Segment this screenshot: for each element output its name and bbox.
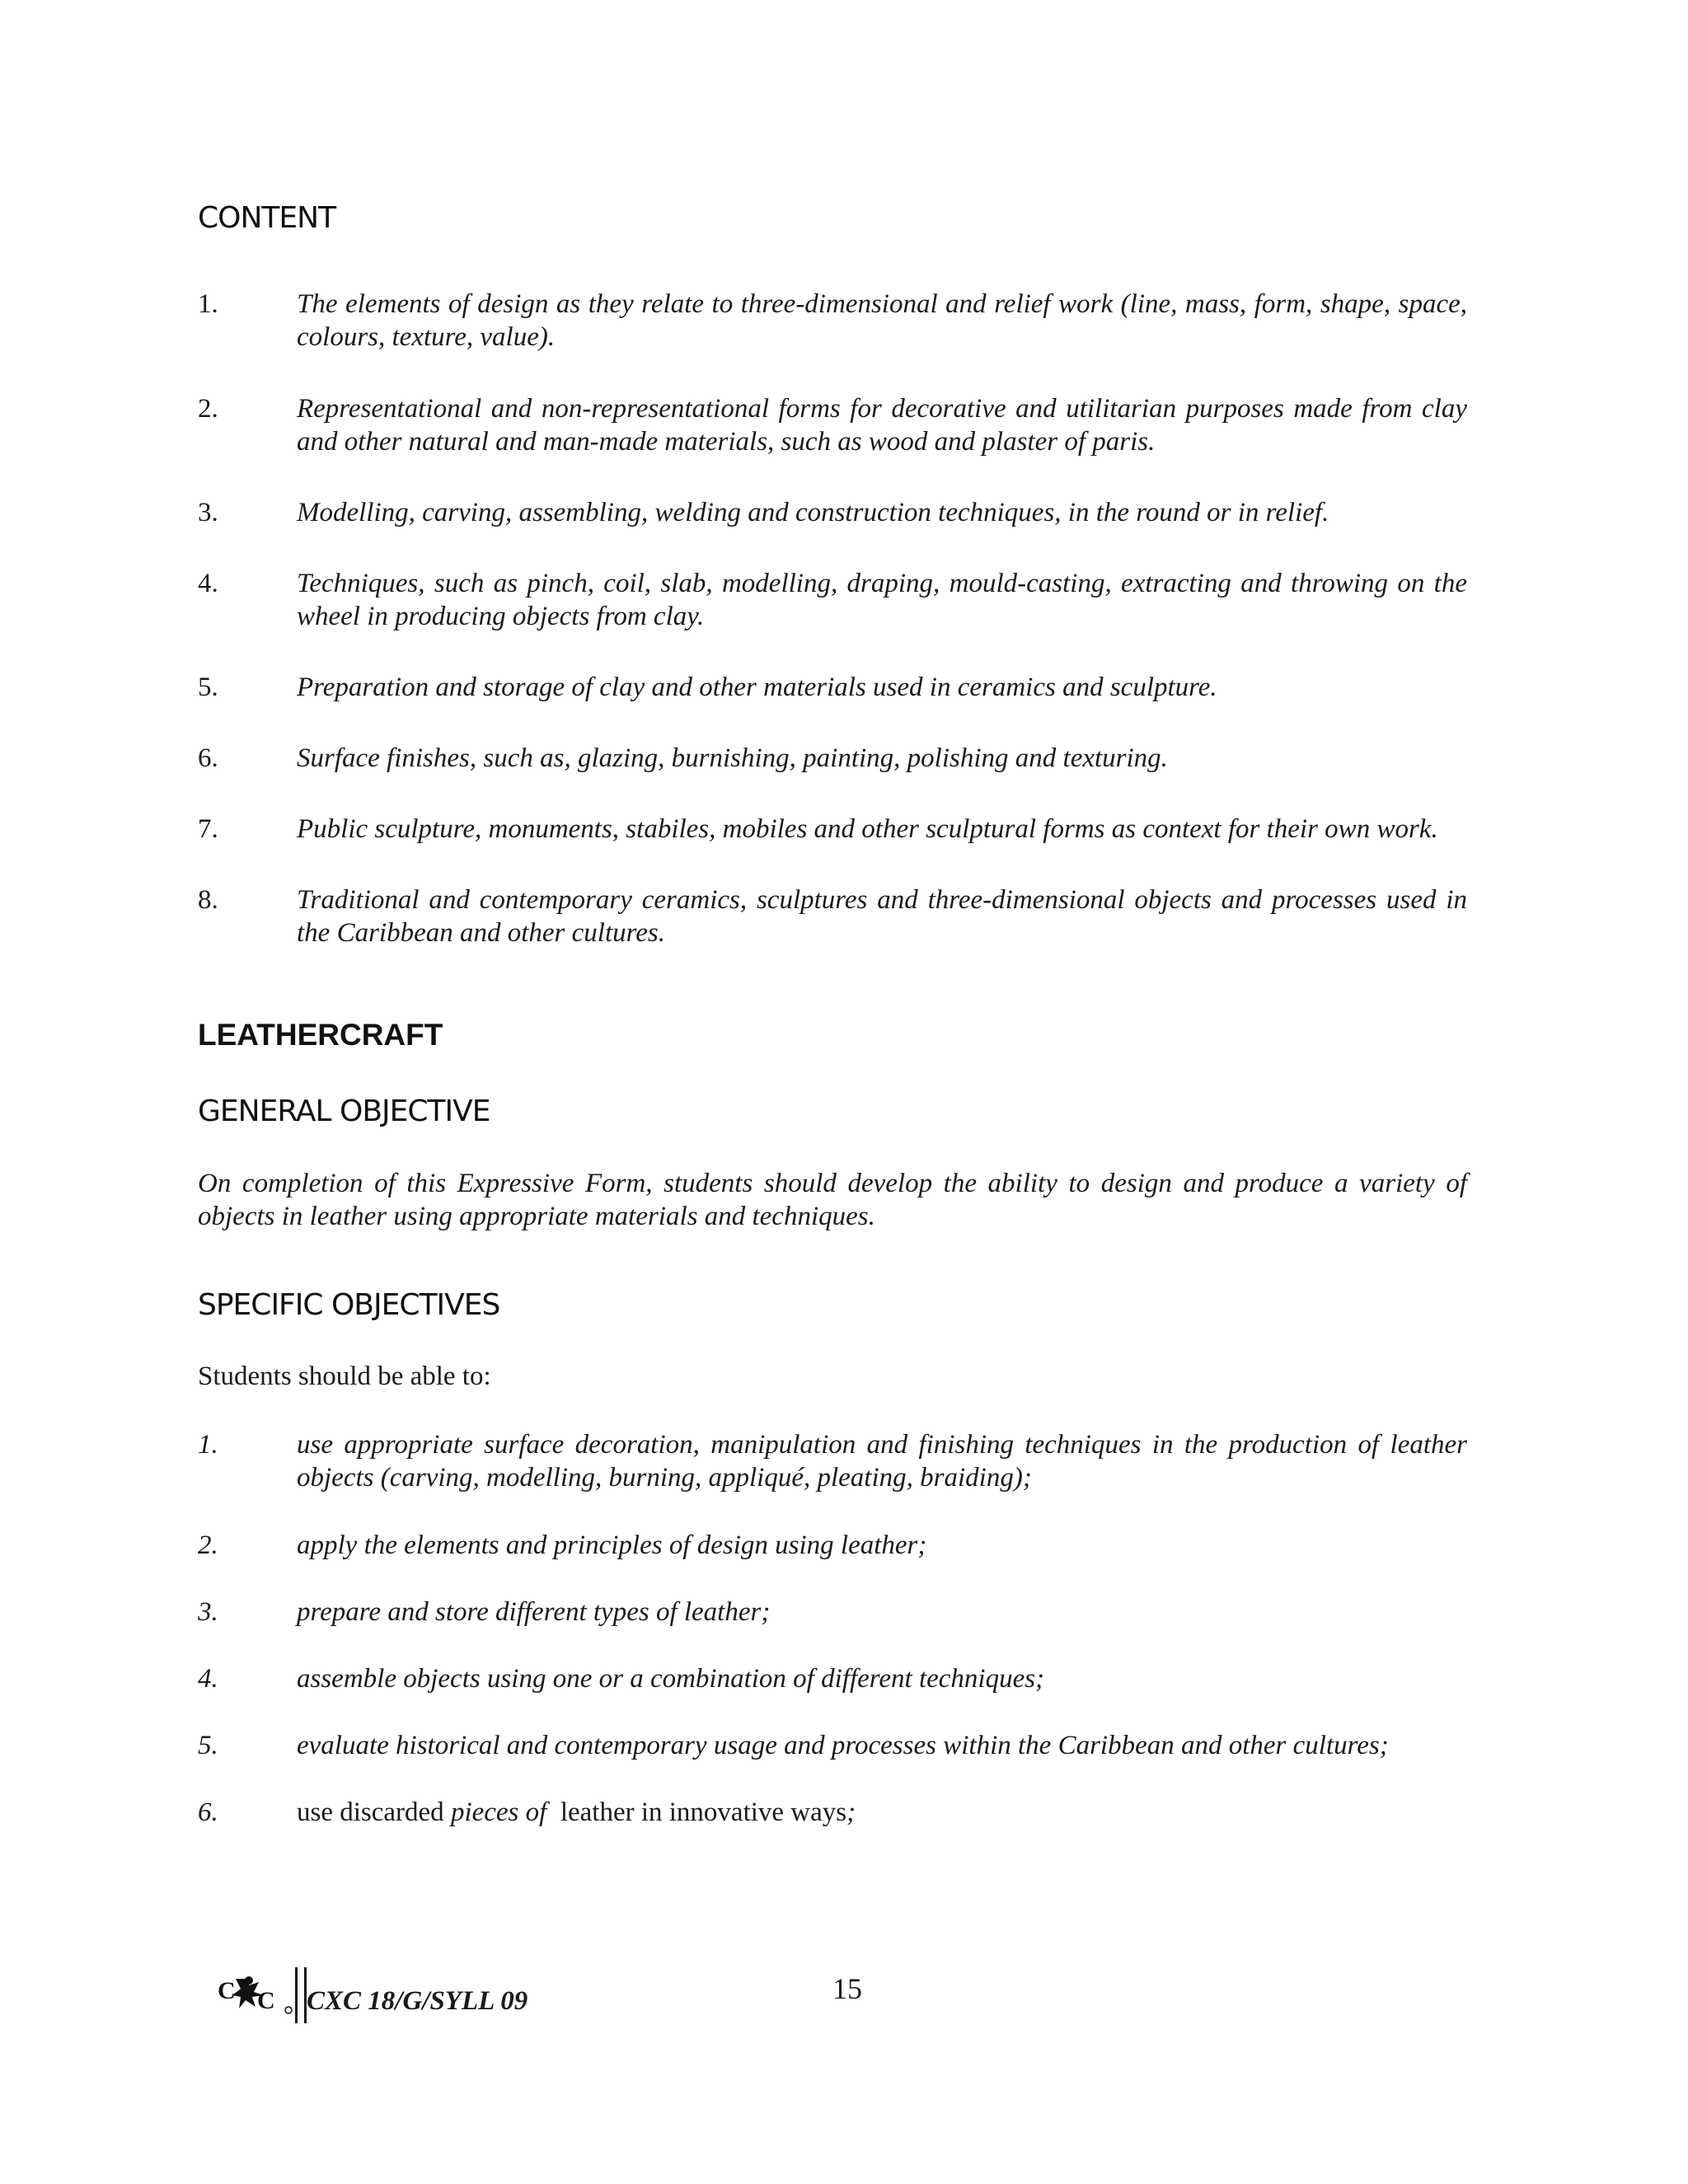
content-item-text: Public sculpture, monuments, stabiles, mobiles and other sculptural forms as context for their own work.	[297, 814, 1438, 844]
objective-item-text: prepare and store different types of leather;	[297, 1597, 771, 1627]
objective-6-pre: use discarded	[297, 1797, 451, 1827]
objective-item-3	[198, 1596, 1467, 1629]
page-number: 15	[832, 1972, 862, 2005]
content-item-text: Representational and non-representational forms for decorative and utilitarian purposes made from clay and other natural and man-made materials, such as wood and plaster of paris.	[297, 394, 1467, 457]
specific-objectives-heading: SPECIFIC OBJECTIVES	[198, 1288, 500, 1322]
syllabus-code: CXC 18/G/SYLL 09	[307, 1986, 528, 2016]
general-objective-text: On completion of this Expressive Form, students should develop the ability to design and produce a variety of objects in leather using appropriate materials and techniques.	[198, 1169, 1467, 1231]
footer-divider	[295, 1967, 307, 2023]
objective-item-6	[198, 1796, 1467, 1829]
content-item-number: 6.	[198, 743, 218, 773]
content-item-text: The elements of design as they relate to three-dimensional and relief work (line, mass, form, shape, space, colours, texture, value).	[297, 289, 1467, 352]
objective-item-1	[198, 1428, 1467, 1494]
objective-item-number: 2.	[198, 1530, 218, 1560]
objective-item-number: 3.	[198, 1597, 218, 1627]
objective-item-text: assemble objects using one or a combination of different techniques;	[297, 1664, 1045, 1694]
objective-item-2	[198, 1529, 1467, 1562]
objective-6-italic: pieces of	[450, 1797, 547, 1827]
leathercraft-heading: LEATHERCRAFT	[198, 1018, 443, 1052]
objective-item-5	[198, 1729, 1467, 1762]
objective-item-number: 6.	[198, 1797, 218, 1827]
objective-item-text	[297, 1796, 1467, 1829]
content-item-text: Modelling, carving, assembling, welding and construction techniques, in the round or in relief.	[297, 498, 1329, 527]
content-item-text: Preparation and storage of clay and other materials used in ceramics and sculpture.	[297, 673, 1217, 702]
content-item-2	[198, 392, 1467, 458]
content-item-text: Traditional and contemporary ceramics, sculptures and three-dimensional objects and processes used in the Caribbean and other cultures.	[297, 885, 1467, 948]
content-item-5	[198, 671, 1467, 704]
objective-item-text: use appropriate surface decoration, manipulation and finishing techniques in the production of leather objects (carving, modelling, burning, appliqué, pleating, braiding);	[297, 1430, 1467, 1493]
objective-item-number: 1.	[198, 1430, 218, 1460]
objective-item-4	[198, 1662, 1467, 1695]
content-item-text: Surface finishes, such as, glazing, burnishing, painting, polishing and texturing.	[297, 743, 1168, 773]
content-item-text: Techniques, such as pinch, coil, slab, modelling, draping, mould-casting, extracting and throwing on the wheel in producing objects from clay.	[297, 569, 1467, 631]
content-item-6	[198, 742, 1467, 775]
general-objective-heading: GENERAL OBJECTIVE	[198, 1094, 490, 1128]
objective-item-number: 5.	[198, 1731, 218, 1760]
cxc-logo	[216, 1974, 295, 2017]
content-item-number: 1.	[198, 289, 218, 319]
objective-6-post: leather in innovative ways	[546, 1797, 847, 1827]
content-item-number: 5.	[198, 673, 218, 702]
content-item-number: 8.	[198, 885, 218, 915]
objective-item-text: apply the elements and principles of design using leather;	[297, 1530, 927, 1560]
objective-item-number: 4.	[198, 1664, 218, 1694]
content-item-number: 4.	[198, 569, 218, 598]
content-item-4	[198, 567, 1467, 633]
content-item-number: 7.	[198, 814, 218, 844]
svg-text:C: C	[257, 1987, 275, 2014]
content-heading: CONTENT	[198, 201, 336, 235]
objectives-intro: Students should be able to:	[198, 1361, 491, 1391]
objective-6-end: ;	[846, 1797, 856, 1827]
content-item-number: 2.	[198, 394, 218, 424]
content-item-1	[198, 288, 1467, 354]
content-item-8	[198, 883, 1467, 949]
content-item-7	[198, 813, 1467, 846]
content-item-3	[198, 496, 1467, 529]
objective-item-text: evaluate historical and contemporary usage and processes within the Caribbean and other cultures;	[297, 1731, 1389, 1760]
svg-text:C: C	[218, 1977, 236, 2004]
content-item-number: 3.	[198, 498, 218, 527]
